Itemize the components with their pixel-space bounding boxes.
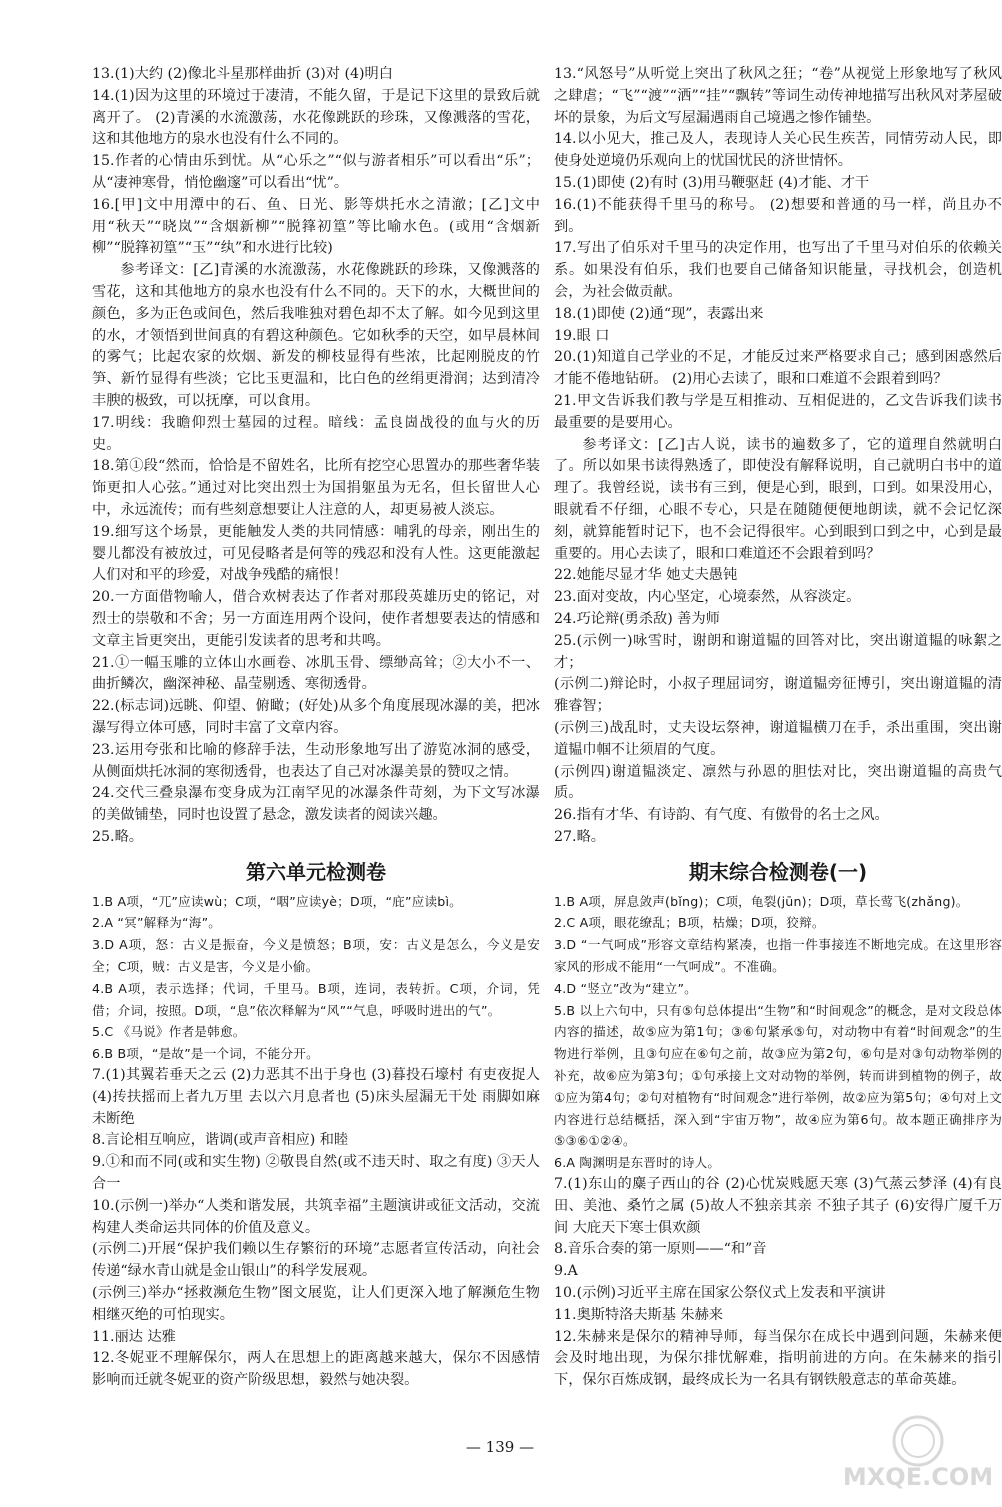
- answer-item: 5.B 以上六句中，只有⑤句总体提出“生物”和“时间观念”的概念，是对文段总体内容的描述，故⑤应为第1句；③⑥句紧承⑤句，对动物中有着“时间观念”的生物进行举例，且③句应在⑥句之前，故③应为第2句，⑥句是对③句动物举例的补充，故⑥应为第3句；①句承接上文对动物的举例，转而讲到植物的例子，故①应为第4句；②句对植物有“时间观念”进行举例，故②应为第5句；④句对上文内容进行总结概括，深入到“宇宙万物”，故④应为第6句。故本题正确排序为⑤③⑥①②④。: [554, 1002, 1002, 1149]
- answer-item: 4.D “竖立”改为“建立”。: [554, 980, 697, 996]
- answer-item: (示例三)举办“拯救濒危生物”图文展览，让人们更深入地了解濒危生物相继灭绝的可怕现实。: [92, 1285, 540, 1323]
- answer-item: 15.(1)即使 (2)有时 (3)用马鞭驱赶 (4)才能、才干: [554, 174, 870, 191]
- answer-item: 22.(标志词)远眺、仰望、俯瞰；(好处)从多个角度展现冰瀑的美，把冰瀑写得立体可感，同时丰富了文章内容。: [92, 698, 540, 736]
- answer-item: 16.[甲]文中用潭中的石、鱼、日光、影等烘托水之清澈；[乙]文中用“秋天”“晓岚”“含烟新柳”“脱箨初篁”等比喻水色。(或用“含烟新柳”“脱箨初篁”“玉”“纨”和水进行比较): [92, 196, 540, 257]
- answer-item: 14.(1)因为这里的环境过于凄清，不能久留，于是记下这里的景致后就离开了。 (2)青溪的水流激荡，水花像跳跃的珍珠，又像溅落的雪花，这和其他地方的泉水也没有什么不同的。: [92, 87, 540, 148]
- answer-item: 21.①一幅玉雕的立体山水画卷、冰肌玉骨、缥缈高耸；②大小不一、曲折鳞次，幽深神秘、晶莹剔透、寒彻透骨。: [92, 654, 540, 693]
- answer-item: 1.B A项，“兀”应读wù；C项，“咽”应读yè；D项，“庇”应读bì。: [92, 893, 462, 909]
- answer-item: 20.一方面借物喻人，借合欢树表达了作者对那段英雄历史的铭记，对烈士的崇敬和不舍；另一方面连用两个设问，使作者想要表达的情感和文章主旨更突出，更能引发读者的思考和共鸣。: [92, 589, 540, 649]
- reference-translation: 参考译文：[乙]青溪的水流激荡，水花像跳跃的珍珠，又像溅落的雪花，这和其他地方的泉水也没有什么不同的。天下的水，大概世间的颜色，多为正色或间色，然后我唯独对碧色却不太了解。如今见到这里的水，才领悟到世间真的有碧这种颜色。它如秋季的天空，如早晨林间的雾气；比起农家的炊烟、新发的柳枝显得有些浓，比起刚脱皮的竹笋、新竹显得有些淡；它比玉更温和，比白色的丝绢更滑润；达到清冷丰腴的极致，可以抚摩，可以食用。: [92, 262, 540, 409]
- answer-item: 7.(1)东山的麋子西山的谷 (2)心忧炭贱愿天寒 (3)气蒸云梦泽 (4)有良田、美池、桑竹之属 (5)故人不独亲其亲 不独子其子 (6)安得广厦千万间 大庇天下寒士俱欢颜: [554, 1176, 1002, 1236]
- answer-item: (示例四)谢道韫淡定、凛然与孙恩的胆怯对比，突出谢道韫的高贵气质。: [554, 763, 1002, 802]
- answer-item: 25.(示例一)咏雪时，谢朗和谢道韫的回答对比，突出谢道韫的咏絮之才；: [554, 632, 1002, 671]
- answer-item: 12.冬妮亚不理解保尔，两人在思想上的距离越来越大，保尔不因感情影响而迁就冬妮亚的资产阶级思想，毅然与她决裂。: [92, 1350, 540, 1389]
- answer-item: 21.甲文告诉我们教与学是互相推动、互相促进的，乙文告诉我们读书最重要的是要用心。: [554, 392, 1002, 431]
- answer-item: 25.略。: [92, 828, 143, 845]
- answer-item: 19.细写这个场景，更能触发人类的共同情感：哺乳的母亲，刚出生的婴儿都没有被放过，可见侵略者是何等的残忍和没有人性。这更能激起人们对和平的珍爱，对战争残酷的痛恨！: [92, 523, 540, 584]
- answer-item: 14.以小见大，推己及人，表现诗人关心民生疾苦，同情劳动人民，即使身处逆境仍乐观向上的忧国忧民的济世情怀。: [554, 131, 1002, 170]
- answer-item: 8.言论相互响应，谐调(或声音相应) 和睦: [92, 1132, 349, 1149]
- watermark-text: MXQE.COM: [842, 1463, 994, 1491]
- answer-item: 1.B A项，屏息敛声(bǐng)；C项，龟裂(jūn)；D项，草长莺飞(zhǎng)。: [554, 893, 969, 909]
- answer-item: 11.丽达 达雅: [92, 1328, 176, 1345]
- answer-item: 27.略。: [554, 828, 605, 845]
- reference-translation: 参考译文：[乙]古人说，读书的遍数多了，它的道理自然就明白了。所以如果书读得熟透了，即使没有解释说明，自己就明白书中的道理了。我曾经说，读书有三到，便是心到，眼到，口到。如果没用心，眼就看不仔细，心眼不专心，只是在随随便便地朗读，就不会记忆深刻，就算能暂时记下，也不会记得很牢。心到眼到口到之中，心到是最重要的。用心去读了，眼和口难道还不会跟着到吗？: [554, 436, 1002, 562]
- answer-item: (示例三)战乱时，丈夫设坛祭神，谢道韫横刀在手，杀出重围，突出谢道韫巾帼不让须眉的气度。: [554, 719, 1002, 758]
- answer-item: 6.A 陶渊明是东晋时的诗人。: [554, 1155, 721, 1171]
- answer-item: 24.交代三叠泉瀑布变身成为江南罕见的冰瀑条件苛刻，为下文写冰瀑的美做铺垫，同时也设置了悬念，激发读者的阅读兴趣。: [92, 785, 540, 824]
- section-title: 第六单元检测卷: [246, 859, 386, 884]
- answer-item: 4.B A项，表示选择；代词，千里马。B项，连词，表转折。C项，介词，凭借；介词，按照。D项，“息”依次释解为“风”“气息，呼吸时进出的气”。: [92, 980, 540, 1018]
- answer-item: 8.音乐合奏的第一原则——“和”音: [554, 1241, 767, 1258]
- answer-item: 7.(1)其翼若垂天之云 (2)力恶其不出于身也 (3)暮投石壕村 有吏夜捉人 (4)抟扶摇而上者九万里 去以六月息者也 (5)床头屋漏无干处 雨脚如麻未断绝: [92, 1067, 540, 1127]
- answer-item: 18.(1)即使 (2)通“现”，表露出来: [554, 305, 764, 322]
- answer-item: 19.眼 口: [554, 327, 610, 344]
- answer-item: 3.D A项，怒：古义是振奋，今义是愤怒；B项，安：古义是怎么，今义是安全；C项，贼：古义是害，今义是小偷。: [92, 937, 540, 975]
- watermark-logo-icon: [842, 1413, 994, 1491]
- answer-item: 2.A “冥”解释为“海”。: [92, 915, 222, 931]
- answer-item: 13.(1)大约 (2)像北斗星那样曲折 (3)对 (4)明白: [92, 66, 393, 82]
- answer-item: (示例二)开展“保护我们赖以生存繁衍的环境”志愿者宣传活动，向社会传递“绿水青山就是金山银山”的科学发展观。: [92, 1241, 540, 1280]
- answer-item: 10.(示例)习近平主席在国家公祭仪式上发表和平演讲: [554, 1285, 886, 1302]
- page-number: — 139 —: [465, 1438, 535, 1456]
- answer-item: 11.奥斯特洛夫斯基 朱赫来: [554, 1306, 723, 1323]
- answer-item: 2.C A项，眼花缭乱；B项，枯燥；D项，狡辩。: [554, 915, 825, 931]
- answer-item: 20.(1)知道自己学业的不足，才能反过来严格要求自己；感到困惑然后才能不倦地钻研。 (2)用心去读了，眼和口难道不会跟着到吗？: [554, 349, 1002, 388]
- right-column: [554, 64, 1002, 1392]
- answer-item: 13.“风怒号”从听觉上突出了秋风之狂；“卷”从视觉上形象地写了秋风之肆虐；“飞”“渡”“洒”“挂”“飘转”等词生动传神地描写出秋风对茅屋破坏的景象，为后文写屋漏遇雨自己境遇之惨作铺垫。: [554, 66, 1002, 126]
- answer-item: 6.B B项，“是故”是一个词，不能分开。: [92, 1046, 319, 1062]
- answer-item: 17.明线：我瞻仰烈士墓园的过程。暗线：孟良崮战役的血与火的历史。: [92, 414, 540, 453]
- answer-item: 16.(1)不能获得千里马的称号。 (2)想要和普通的马一样，尚且办不到。: [554, 196, 1002, 235]
- answer-item: 18.第①段“然而，恰恰是不留姓名，比所有挖空心思置办的那些奢华装饰更扣人心弦。”通过对比突出烈士为国捐躯虽为无名，但长留世人心中，永远流传；而有些刻意想要让人注意的人，却更易被人淡忘。: [92, 458, 540, 518]
- answer-item: 22.她能尽显才华 她丈夫愚钝: [554, 567, 738, 584]
- answer-item: 9.①和而不同(或和实生物) ②敬畏自然(或不违天时、取之有度) ③天人合一: [92, 1154, 540, 1193]
- answer-item: 10.(示例一)举办“人类和谐发展，共筑幸福”主题演讲或征文活动，交流构建人类命运共同体的价值及意义。: [92, 1197, 540, 1236]
- answer-item: 17.写出了伯乐对千里马的决定作用，也写出了千里马对伯乐的依赖关系。如果没有伯乐，我们也要自己储备知识能量，寻找机会，创造机会，为社会做贡献。: [554, 240, 1002, 300]
- answer-item: (示例二)辩论时，小叔子理屈词穷，谢道韫旁征博引，突出谢道韫的清雅睿智；: [554, 676, 1002, 715]
- answer-item: 5.C 《马说》作者是韩愈。: [92, 1024, 246, 1040]
- answer-item: 3.D “一气呵成”形容文章结构紧凑，也指一件事接连不断地完成。在这里形容家风的形成不能用“一气呵成”。不准确。: [554, 937, 1002, 975]
- answer-item: 23.运用夸张和比喻的修辞手法，生动形象地写出了游览冰洞的感受，从侧面烘托冰洞的寒彻透骨，也表达了自己对冰瀑美景的赞叹之情。: [92, 741, 540, 780]
- answer-item: 9.A: [554, 1263, 578, 1280]
- answer-item: 15.作者的心情由乐到忧。从“心乐之”“似与游者相乐”可以看出“乐”；从“凄神寒骨，悄怆幽邃”可以看出“忧”。: [92, 153, 540, 191]
- answer-item: 26.指有才华、有诗韵、有气度、有傲骨的名士之风。: [554, 807, 889, 824]
- answer-item: 23.面对变故，内心坚定，心境泰然，从容淡定。: [554, 589, 861, 606]
- section-title: 期末综合检测卷(一): [688, 859, 868, 884]
- answer-item: 12.朱赫来是保尔的精神导师，每当保尔在成长中遇到问题，朱赫来便会及时地出现，为保尔排忧解难，指明前进的方向。在朱赫来的指引下，保尔百炼成钢，最终成长为一名具有钢铁般意志的革命英雄。: [554, 1328, 1002, 1389]
- left-column: [92, 64, 540, 1392]
- answer-item: 24.巧论辩(勇杀敌) 善为师: [554, 610, 720, 627]
